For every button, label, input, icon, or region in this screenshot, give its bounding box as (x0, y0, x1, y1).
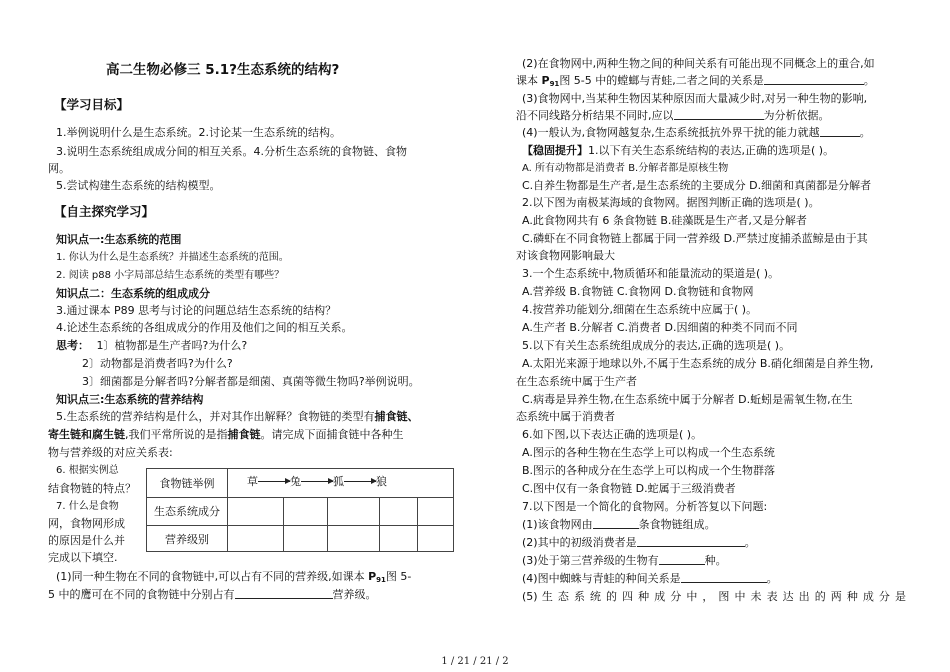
question-line: (4)一般认为,食物网越复杂,生态系统抵抗外界干扰的能力就越 。 (522, 126, 871, 139)
option-line: 在生态系统中属于生产者 (516, 375, 637, 388)
table-divider (327, 497, 328, 551)
question-line: 4.论述生态系统的各组成成分的作用及他们之间的相互关系。 (56, 321, 353, 334)
question-line: 1. 你认为什么是生态系统？并描述生态系统的范围。 (56, 252, 289, 263)
question-line: 2.以下图为南极某海域的食物网。据图判断正确的选项是( )。 (522, 196, 820, 209)
question-line: 7. 什么是食物 (56, 501, 119, 512)
think-label: 思考： (56, 339, 89, 352)
think-question: 3〕细菌都是分解者吗?分解者都是细菌、真菌等微生物吗?举例说明。 (82, 375, 420, 388)
organism-label: 狐 (333, 475, 344, 488)
goal-line: 网。 (48, 162, 70, 175)
option-line: C.病毒是异养生物,在生态系统中属于分解者 D.蚯蚓是需氧生物,在生 (522, 393, 853, 406)
question-line: 7.以下图是一个简化的食物网。分析答复以下问题: (522, 500, 768, 513)
question-line: 寄生链和腐生链,我们平常所说的是指捕食链。请完成下面捕食链中各种生 (48, 428, 404, 441)
option-line: C.图中仅有一条食物链 D.蛇属于三级消费者 (522, 482, 736, 495)
question-line: 4.按营养功能划分,细菌在生态系统中应属于( )。 (522, 303, 758, 316)
question-line: 5.以下有关生态系统组成成分的表达,正确的选项是( )。 (522, 339, 791, 352)
question-line: (2)其中的初级消费者是 。 (522, 536, 756, 549)
organism-label: 狼 (376, 475, 387, 488)
question-line: (5) 生 态 系 统 的 四 种 成 分 中 ， 图 中 未 表 达 出 的 两 种 成 分 是 (522, 590, 906, 603)
answer-blank[interactable] (681, 571, 767, 583)
goal-line: 3.说明生态系统组成成分间的相互关系。4.分析生态系统的食物链、食物 (56, 145, 407, 158)
self-study-heading: 【自主探究学习】 (54, 204, 155, 219)
question-line: 6.如下图,以下表达正确的选项是( )。 (522, 428, 703, 441)
answer-blank[interactable] (764, 73, 864, 85)
answer-blank[interactable] (820, 125, 860, 137)
knowledge-point-1: 知识点一:生态系统的范围 (56, 233, 182, 246)
answer-blank[interactable] (659, 553, 705, 565)
option-line: A.太阳光来源于地球以外,不属于生态系统的成分 B.硝化细菌是自养生物, (522, 357, 874, 370)
think-line (56, 337, 247, 354)
organism-label: 草 (247, 475, 258, 488)
organism-label: 兔 (290, 475, 301, 488)
table-divider (283, 497, 284, 551)
table-divider (227, 469, 228, 551)
page-title: 高二生物必修三 5.1?生态系统的结构? (106, 62, 340, 78)
learning-goals-heading: 【学习目标】 (54, 97, 130, 112)
answer-blank[interactable] (235, 587, 333, 599)
question-line: (1)同一种生物在不同的食物链中,可以占有不同的营养级,如课本 $P_{91}$图 5- (56, 570, 412, 584)
question-line: 6. 根据实例总 (56, 465, 119, 476)
option-line: 对该食物网影响最大 (516, 249, 615, 262)
option-line: C.自养生物都是生产者,是生态系统的主要成分 D.细菌和真菌都是分解者 (522, 179, 872, 192)
food-chain-table (146, 468, 454, 552)
knowledge-point-3: 知识点三:生态系统的营养结构 (56, 393, 204, 406)
question-line: (3)食物网中,当某种生物因某种原因而大量减少时,对另一种生物的影响, (522, 92, 868, 105)
think-question: 2〕动物都是消费者吗?为什么? (82, 357, 233, 370)
option-line: A.生产者 B.分解者 C.消费者 D.因细菌的种类不同而不同 (522, 321, 798, 334)
goal-line: 1.举例说明什么是生态系统。2.讨论某一生态系统的结构。 (56, 126, 341, 139)
question-line: 2. 阅读 p88 小字局部总结生态系统的类型有哪些？ (56, 270, 285, 281)
question-line: 结食物链的特点？ (48, 482, 136, 495)
answer-blank[interactable] (674, 108, 764, 120)
table-divider (417, 497, 418, 551)
option-line: 态系统中属于消费者 (516, 410, 615, 423)
table-row-header: 营养级别 (165, 533, 209, 546)
option-line: B.图示的各种成分在生态学上可以构成一个生物群落 (522, 464, 776, 477)
question-line: (4)图中蜘蛛与青蛙的种间关系是 。 (522, 572, 778, 585)
question-line: 沿不同线路分析结果不同时,应以 为分析依据。 (516, 109, 830, 122)
question-line: 课本 $P_{91}$图 5-5 中的螳螂与青蛙,二者之间的关系是 。 (516, 74, 875, 88)
table-divider (379, 497, 380, 551)
table-row-header: 食物链举例 (159, 477, 215, 490)
question-line: 物与营养级的对应关系表: (48, 446, 173, 459)
option-line: A. 所有动物都是消费者 B.分解者都是原核生物 (522, 163, 729, 174)
table-row-line (147, 525, 453, 526)
arrow-right-icon (301, 481, 333, 482)
option-line: A.此食物网共有 6 条食物链 B.硅藻既是生产者,又是分解者 (522, 214, 807, 227)
think-question: 1〕植物都是生产者吗?为什么? (96, 339, 248, 352)
consolidation-label: 【稳固提升】 (522, 144, 588, 157)
question-line: 完成以下填空. (48, 551, 118, 564)
arrow-right-icon (344, 481, 376, 482)
option-line: C.磷虾在不同食物链上都属于同一营养级 D.严禁过度捕杀蓝鲸是由于其 (522, 232, 868, 245)
question-line: 的原因是什么并 (48, 534, 125, 547)
question-line: 【稳固提升】1.以下有关生态系统结构的表达,正确的选项是( )。 (522, 144, 835, 157)
question-line: 网，食物网形成 (48, 517, 125, 530)
question-line: 3.通过课本 P89 思考与讨论的问题总结生态系统的结构？ (56, 304, 337, 317)
answer-blank[interactable] (637, 535, 745, 547)
option-line: A.图示的各种生物在生态学上可以构成一个生态系统 (522, 446, 775, 459)
table-row-line (147, 497, 453, 498)
goal-line: 5.尝试构建生态系统的结构模型。 (56, 179, 221, 192)
arrow-right-icon (258, 481, 290, 482)
table-row-header: 生态系统成分 (154, 505, 220, 518)
knowledge-point-2: 知识点二：生态系统的组成成分 (56, 287, 210, 300)
page-footer: 1 / 21 / 21 / 2 (441, 656, 509, 667)
question-line: (3)处于第三营养级的生物有 种。 (522, 554, 727, 567)
answer-blank[interactable] (593, 517, 639, 529)
question-line: 3.一个生态系统中,物质循环和能量流动的渠道是( )。 (522, 267, 780, 280)
question-line: (2)在食物网中,两种生物之间的种间关系有可能出现不同概念上的重合,如 (522, 57, 875, 70)
food-chain-example (247, 473, 387, 489)
question-line: 5.生态系统的营养结构是什么，并对其作出解释？食物链的类型有捕食链、 (56, 410, 419, 423)
question-line: (1)该食物网由 条食物链组成。 (522, 518, 716, 531)
question-line: 5 中的鹰可在不同的食物链中分别占有 营养级。 (48, 588, 377, 601)
option-line: A.营养级 B.食物链 C.食物网 D.食物链和食物网 (522, 285, 754, 298)
